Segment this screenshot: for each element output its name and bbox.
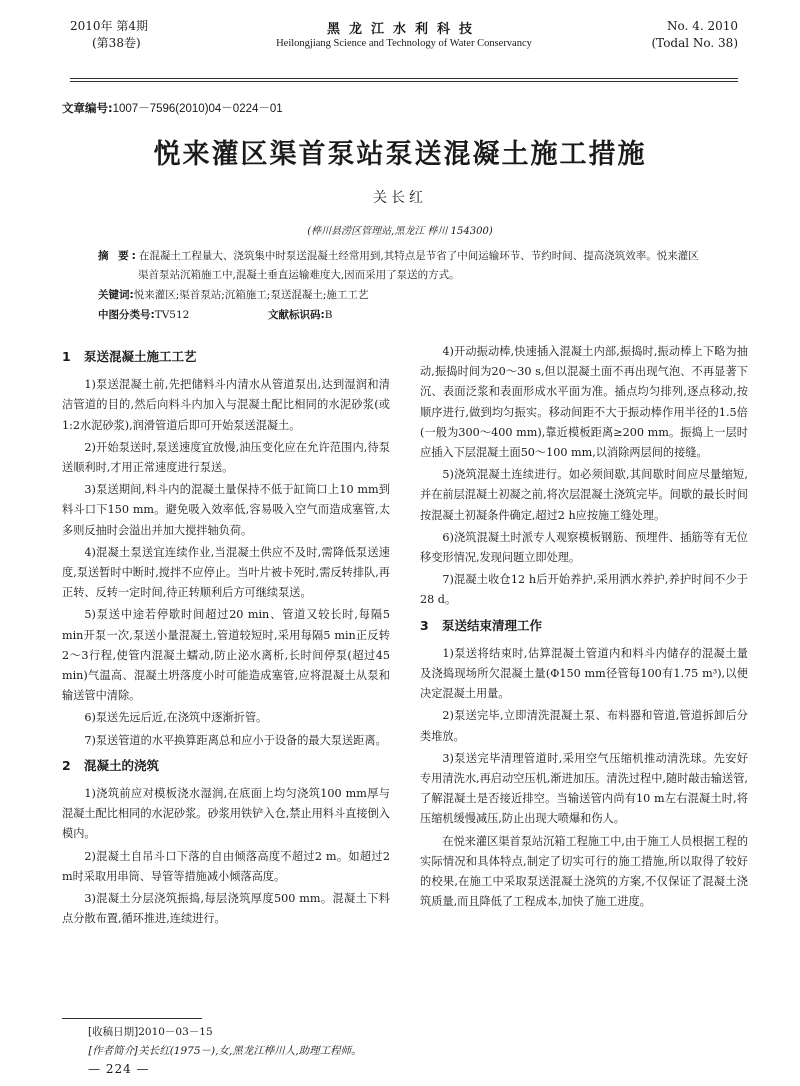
paragraph: 5)浇筑混凝土连续进行。如必须间歇,其间歇时间应尽量缩短,并在前层混凝土初凝之前,将次层混凝土浇筑完毕。间歇的最长时间按混凝土初凝条件确定,超过2 h应按施工缝处理。 <box>420 468 748 522</box>
paragraph: 1)泵送将结束时,估算混凝土管道内和料斗内储存的混凝土量及浇捣现场所欠混凝土量(Φ150 mm径管每100有1.75 m³),以便决定混凝土用量。 <box>420 646 748 701</box>
footnote-rule <box>62 1018 202 1019</box>
section-heading-2 <box>62 756 390 776</box>
document-code <box>268 307 332 322</box>
keywords-text: 悦来灌区;渠首泵站;沉箱施工;泵送混凝土;施工工艺 <box>133 289 369 301</box>
document-code-value: B <box>324 309 333 321</box>
author-bio <box>88 1043 362 1058</box>
paragraph: 2)开始泵送时,泵送速度宜放慢,油压变化应在允许范围内,待泵送顺利时,才用正常速度进行泵送。 <box>62 440 390 475</box>
header-rule-thick <box>70 78 738 79</box>
paragraph: 2)混凝土自吊斗口下落的自由倾落高度不超过2 m。如超过2 m时采取用串筒、导管等措施减小倾落高度。 <box>62 849 390 883</box>
paragraph: 1)浇筑前应对模板浇水湿润,在底面上均匀浇筑100 mm厚与混凝土配比相同的水泥砂浆。砂浆用铁铲入仓,禁止用料斗直接倒入模内。 <box>62 787 390 841</box>
paragraph: 6)泵送先远后近,在浇筑中逐渐折管。 <box>84 711 268 725</box>
author-name: 关长红 <box>373 190 427 206</box>
abstract-text-1: 在混凝土工程量大、浇筑集中时泵送混凝土经常用到,其特点是节省了中间运输环节、节约时间、提高浇筑效率。悦来灌区 <box>138 250 699 262</box>
received-date-label: [收稿日期] <box>88 1026 139 1038</box>
section-number: 1 <box>62 349 71 364</box>
left-column <box>62 342 390 931</box>
section-heading-1 <box>62 347 390 367</box>
author-bio-label: [作者简介] <box>88 1045 139 1057</box>
issue-no-en: No. 4. 2010 <box>667 19 738 33</box>
paragraph: 4)开动振动棒,快速插入混凝土内部,振捣时,振动棒上下略为抽动,振捣时间为20～30 s,但以混凝土面不再出现气泡、不再显著下沉、表面泛浆和表面形成水平面为准。插点均匀排列,逐点移动,按顺序进行,做到均匀振实。移动间距不大于振动棒作用半径的1.5倍(一般为300～400 mm),靠近模板距离≥200 mm。振捣上一层时应插入下层混凝土面50～100 mm,以消除两层间的接缝。 <box>420 345 748 460</box>
total-no-en: (Todal No. 38) <box>651 36 738 50</box>
paragraph: 6)浇筑混凝土时派专人观察模板钢筋、预埋件、插筋等有无位移变形情况,发现问题立即处理。 <box>420 530 748 565</box>
keywords <box>98 287 368 302</box>
paragraph: 2)泵送完毕,立即清洗混凝土泵、布料器和管道,管道拆卸后分类堆放。 <box>420 709 748 743</box>
author-bio-text: 关长红(1975－),女,黑龙江桦川人,助理工程师。 <box>138 1045 362 1057</box>
paragraph: 7)泵送管道的水平换算距离总和应小于设备的最大泵送距离。 <box>84 733 387 747</box>
classification-label: 中图分类号: <box>98 309 155 321</box>
abstract <box>98 247 732 285</box>
abstract-text-2: 渠首泵站沉箱施工中,混凝土垂直运输难度大,因而采用了泵送的方式。 <box>138 269 460 281</box>
section-number: 2 <box>62 757 71 773</box>
keywords-label: 关键词: <box>98 289 134 301</box>
header-rule-thin <box>70 81 738 82</box>
paragraph: 1)泵送混凝土前,先把储料斗内清水从管道泵出,达到湿润和清洁管道的目的,然后向料斗内加入与混凝土配比相同的水泥砂浆(或1:2水泥砂浆),润滑管道后即可开始泵送混凝土。 <box>62 378 390 432</box>
issue-year-number: 2010年 第4期 <box>70 19 148 33</box>
article-number <box>62 100 283 116</box>
journal-name-en: Heilongjiang Science and Technology of Water Conservancy <box>276 38 532 49</box>
volume-number: (第38卷) <box>92 36 141 50</box>
section-heading-3 <box>420 616 748 636</box>
running-header <box>70 18 738 78</box>
section-title: 泵送混凝土施工工艺 <box>84 349 197 364</box>
journal-name-cn: 黑龙江水利科技 <box>326 22 481 37</box>
classification-number <box>98 307 189 322</box>
section-number: 3 <box>420 617 429 633</box>
paragraph: 7)混凝土收仓12 h后开始养护,采用洒水养护,养护时间不少于28 d。 <box>420 573 748 607</box>
article-number-value: 1007－7596(2010)04－0224－01 <box>112 103 283 115</box>
article-number-label: 文章编号: <box>62 101 113 115</box>
section-title: 混凝土的浇筑 <box>84 757 160 773</box>
classification-value: TV512 <box>154 309 190 321</box>
received-date <box>88 1024 213 1039</box>
received-date-value: 2010－03－15 <box>138 1026 213 1038</box>
paragraph: 4)混凝土泵送宜连续作业,当混凝土供应不及时,需降低泵送速度,泵送暂时中断时,搅拌不应停止。当叶片被卡死时,需反转排队,再正转、反转一定时间,待正转顺利后方可继续泵送。 <box>62 545 390 600</box>
paragraph: 3)混凝土分层浇筑振捣,每层浇筑厚度500 mm。混凝土下料点分散布置,循环推进,连续进行。 <box>62 892 390 926</box>
author-affiliation: (桦川县涝区管理站,黑龙江 桦川 154300) <box>307 226 493 237</box>
right-column <box>420 342 748 914</box>
paragraph: 3)泵送完毕清理管道时,采用空气压缩机推动清洗球。先安好专用清洗水,再启动空压机,渐进加压。清洗过程中,随时敲击输送管,了解混凝土是否接近排空。当输送管内尚有10 m左右混凝土时,将压缩机缓慢减压,防止出现大喷爆和伤人。 <box>420 751 748 826</box>
paragraph: 3)泵送期间,料斗内的混凝土量保持不低于缸筒口上10 mm到料斗口下150 mm。避免吸入效率低,容易吸入空气而造成塞管,太多则反抽时会溢出并加大搅拌轴负荷。 <box>62 483 390 537</box>
section-title: 泵送结束清理工作 <box>442 617 543 633</box>
document-code-label: 文献标识码: <box>268 309 325 321</box>
paragraph: 5)泵送中途若停歇时间超过20 min、管道又较长时,每隔5 min开泵一次,泵送小量混凝土,管道较短时,采用每隔5 min正反转2～3行程,使管内混凝土蠕动,防止泌水离析,长时间停泵(超过45 min)气温高、混凝土坍落度小时可能造成塞管,应将混凝土从泵和输送管中清除。 <box>62 608 390 703</box>
journal-name <box>70 18 738 49</box>
paragraph: 在悦来灌区渠首泵站沉箱工程施工中,由于施工人员根据工程的实际情况和具体特点,制定了切实可行的施工措施,所以取得了较好的校果,在施工中采取泵送混凝土浇筑的方案,不仅保证了混凝土浇筑质量,而且降低了工程成本,加快了施工进度。 <box>420 834 749 909</box>
page-number: — 224 — <box>88 1062 150 1076</box>
abstract-label: 摘 要: <box>98 250 139 262</box>
paper-title: 悦来灌区渠首泵站泵送混凝土施工措施 <box>153 139 647 170</box>
issue-info-en <box>651 18 738 52</box>
